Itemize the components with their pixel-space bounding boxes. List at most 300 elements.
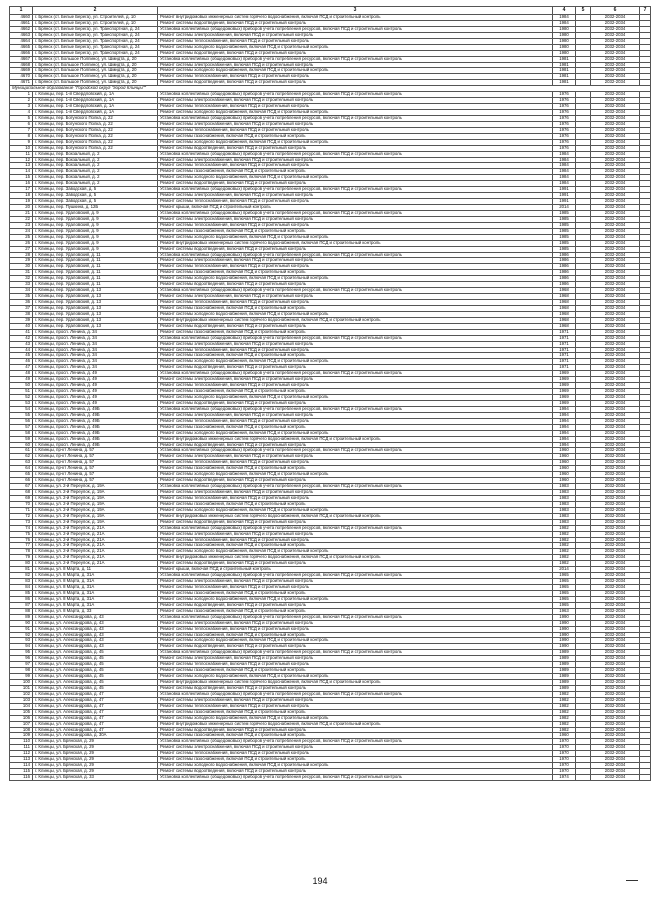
row-number: 3 [10, 104, 33, 110]
repair-period-cell: 2032-2034 [591, 175, 640, 181]
address-cell: г. Клинцы, ул. Александрова, д. 45 [33, 680, 158, 686]
repair-period-cell: 2032-2034 [591, 317, 640, 323]
row-number: 1 [10, 92, 33, 98]
year-built-cell: 1985 [553, 216, 576, 222]
work-type-cell: Ремонт системы холодного водоснабжения, включая ПСД и строительный контроль [158, 139, 553, 145]
address-cell: г. Брянск (ст. Белые Берега), ул. Транспортная, д. 24 [33, 26, 158, 32]
year-built-cell: 1968 [553, 317, 576, 323]
year-built-cell: 1969 [553, 400, 576, 406]
repair-period-cell: 2032-2034 [591, 632, 640, 638]
address-cell: г. Клинцы, пер. Богунского Полка, д. 22 [33, 133, 158, 139]
work-type-cell: Ремонт системы газоснабжения, включая ПСД и строительный контроль [158, 632, 553, 638]
address-cell: г. Клинцы, ул. 2-й Переулок, д. 21А [33, 543, 158, 549]
row-number: 22 [10, 216, 33, 222]
repair-period-cell: 2032-2034 [591, 662, 640, 668]
year-built-cell: 1971 [553, 359, 576, 365]
repair-period-cell: 2032-2034 [591, 555, 640, 561]
work-type-cell: Ремонт системы электроснабжения, включая ПСД и строительный контроль [158, 32, 553, 38]
address-cell: г. Клинцы, ул. Александрова, д. 47 [33, 709, 158, 715]
address-cell: г. Клинцы, пер. 1-й Свердловский, д. 1А [33, 92, 158, 98]
row-number: 102 [10, 691, 33, 697]
year-built-cell: 1981 [553, 56, 576, 62]
address-cell: г. Клинцы, ул. 2-й Переулок, д. 19А [33, 507, 158, 513]
address-cell: г. Клинцы, ул. 2-й Переулок, д. 21А [33, 531, 158, 537]
year-built-cell: 1994 [553, 412, 576, 418]
repair-period-cell: 2032-2034 [591, 288, 640, 294]
address-cell: г. Клинцы, пер. Вокзальный, д. 2 [33, 169, 158, 175]
row-number: 46 [10, 359, 33, 365]
address-cell: г. Клинцы, просп. Ленина, д. 34 [33, 347, 158, 353]
work-type-cell: Ремонт системы теплоснабжения, включая ПСД и строительный контроль [158, 662, 553, 668]
address-cell: г. Клинцы, ул. 8 Марта, д. 31А [33, 590, 158, 596]
address-cell: г. Клинцы, пер. Богунского Полка, д. 22 [33, 145, 158, 151]
work-type-cell: Ремонт внутридомовых инженерных систем горячего водоснабжения, включая ПСД и строительный контроль [158, 240, 553, 246]
year-built-cell: 1980 [553, 38, 576, 44]
address-cell: г. Клинцы, пер. Удаловский, д. 13 [33, 305, 158, 311]
address-cell: г. Клинцы, ул. 2-й Переулок, д. 19А [33, 501, 158, 507]
work-type-cell: Ремонт системы водоотведения, включая ПСД и строительный контроль [158, 685, 553, 691]
repair-period-cell: 2032-2034 [591, 674, 640, 680]
year-built-cell: 1983 [553, 501, 576, 507]
work-type-cell: Ремонт системы водоотведения, включая ПСД и строительный контроль [158, 644, 553, 650]
work-type-cell: Ремонт системы электроснабжения, включая ПСД и строительный контроль [158, 121, 553, 127]
work-type-cell: Ремонт системы холодного водоснабжения, включая ПСД и строительный контроль [158, 430, 553, 436]
repair-period-cell: 2032-2034 [591, 400, 640, 406]
repair-period-cell: 2032-2034 [591, 270, 640, 276]
repair-period-cell: 2032-2034 [591, 513, 640, 519]
row-number: 28 [10, 252, 33, 258]
work-type-cell: Ремонт системы холодного водоснабжения, включая ПСД и строительный контроль [158, 110, 553, 116]
work-type-cell: Ремонт системы холодного водоснабжения, включая ПСД и строительный контроль [158, 763, 553, 769]
address-cell: г. Клинцы, пер. 1-й Свердловский, д. 1А [33, 98, 158, 104]
address-cell: г. Клинцы, пр-кт Ленина, д. 57 [33, 460, 158, 466]
municipality-section-title: Муниципальное образование "Городской округ "город Клинцы"" [10, 86, 651, 92]
address-cell: г. Клинцы, ул. 8 Марта, д. 31А [33, 573, 158, 579]
address-cell: г. Клинцы, ул. 8 Марта, д. 33 [33, 608, 158, 614]
year-built-cell: 1968 [553, 311, 576, 317]
repair-period-cell: 2032-2034 [591, 418, 640, 424]
year-built-cell: 1985 [553, 240, 576, 246]
address-cell: г. Клинцы, пер. Удаловский, д. 13 [33, 288, 158, 294]
work-type-cell: Ремонт системы холодного водоснабжения, включая ПСД и строительный контроль [158, 638, 553, 644]
row-number: 10 [10, 145, 33, 151]
year-built-cell: 1989 [553, 662, 576, 668]
row-number: 58 [10, 430, 33, 436]
address-cell: г. Клинцы, просп. Ленина, д. 49 [33, 395, 158, 401]
row-number: 74 [10, 525, 33, 531]
year-built-cell: 1982 [553, 525, 576, 531]
repair-period-cell: 2032-2034 [591, 751, 640, 757]
address-cell: г. Клинцы, ул. Брянская, д. 29 [33, 757, 158, 763]
row-number: 50 [10, 383, 33, 389]
row-number: 9 [10, 139, 33, 145]
year-built-cell: 1982 [553, 561, 576, 567]
year-built-cell: 1989 [553, 656, 576, 662]
row-number: 63 [10, 460, 33, 466]
row-number: 4668 [10, 62, 33, 68]
address-cell: г. Клинцы, ул. Брянская, д. 29 [33, 769, 158, 775]
year-built-cell: 1981 [553, 74, 576, 80]
year-built-cell: 1976 [553, 92, 576, 98]
work-type-cell: Ремонт системы электроснабжения, включая ПСД и строительный контроль [158, 454, 553, 460]
address-cell: г. Клинцы, пер. Удаловский, д. 11 [33, 282, 158, 288]
row-number: 42 [10, 335, 33, 341]
row-number: 57 [10, 424, 33, 430]
repair-period-cell: 2032-2034 [591, 602, 640, 608]
repair-period-cell: 2032-2034 [591, 596, 640, 602]
work-type-cell: Ремонт системы теплоснабжения, включая ПСД и строительный контроль [158, 38, 553, 44]
row-number: 40 [10, 323, 33, 329]
year-built-cell: 1989 [553, 650, 576, 656]
work-type-cell: Ремонт системы электроснабжения, включая ПСД и строительный контроль [158, 697, 553, 703]
row-number: 43 [10, 341, 33, 347]
work-type-cell: Установка коллективных (общедомовых) приборов учета потребления ресурсов, включая ПСД и строительный контроль [158, 614, 553, 620]
repair-period-cell: 2032-2034 [591, 240, 640, 246]
address-cell: г. Клинцы, пер. Удаловский, д. 11 [33, 264, 158, 270]
row-number: 80 [10, 561, 33, 567]
year-built-cell: 1984 [553, 181, 576, 187]
address-cell: г. Клинцы, ул. Александрова, д. 45 [33, 668, 158, 674]
row-number: 86 [10, 596, 33, 602]
year-built-cell: 1968 [553, 305, 576, 311]
address-cell: г. Клинцы, пер. Богунского Полка, д. 22 [33, 115, 158, 121]
year-built-cell: 1990 [553, 638, 576, 644]
work-type-cell: Ремонт системы водоотведения, включая ПСД и строительный контроль [158, 181, 553, 187]
work-type-cell: Установка коллективных (общедомовых) приборов учета потребления ресурсов, включая ПСД и строительный контроль [158, 288, 553, 294]
work-type-cell: Ремонт системы газоснабжения, включая ПСД и строительный контроль [158, 757, 553, 763]
work-type-cell: Ремонт системы электроснабжения, включая ПСД и строительный контроль [158, 579, 553, 585]
repair-period-cell: 2032-2034 [591, 389, 640, 395]
work-type-cell: Ремонт системы водоотведения, включая ПСД и строительный контроль [158, 365, 553, 371]
row-number: 23 [10, 222, 33, 228]
address-cell: г. Клинцы, ул. 2-й Переулок, д. 21А [33, 537, 158, 543]
address-cell: г. Брянск (ст. Белые Берега), ул. Строителей, д. 10 [33, 20, 158, 26]
work-type-cell: Ремонт системы электроснабжения, включая ПСД и строительный контроль [158, 412, 553, 418]
work-type-cell: Ремонт системы холодного водоснабжения, включая ПСД и строительный контроль [158, 44, 553, 50]
row-number: 36 [10, 300, 33, 306]
address-cell: г. Клинцы, ул. 8 Марта, д. 31А [33, 602, 158, 608]
year-built-cell: 1968 [553, 294, 576, 300]
work-type-cell: Ремонт системы холодного водоснабжения, включая ПСД и строительный контроль [158, 175, 553, 181]
address-cell: г. Клинцы, пер. Вокзальный, д. 2 [33, 157, 158, 163]
address-cell: г. Брянск (ст. Белые Берега), ул. Транспортная, д. 24 [33, 38, 158, 44]
repair-period-cell: 2032-2034 [591, 157, 640, 163]
work-type-cell: Ремонт системы газоснабжения, включая ПСД и строительный контроль [158, 590, 553, 596]
address-cell: г. Клинцы, просп. Ленина, д. 49Б [33, 430, 158, 436]
row-number: 116 [10, 775, 33, 781]
address-cell: г. Клинцы, ул. Александрова, д. 47 [33, 727, 158, 733]
repair-period-cell: 2032-2034 [591, 359, 640, 365]
work-type-cell: Ремонт системы электроснабжения, включая ПСД и строительный контроль [158, 216, 553, 222]
repair-period-cell: 2032-2034 [591, 353, 640, 359]
repair-period-cell: 2032-2034 [591, 436, 640, 442]
work-type-cell: Ремонт системы электроснабжения, включая ПСД и строительный контроль [158, 62, 553, 68]
address-cell: г. Клинцы, пер. Удаловский, д. 9 [33, 228, 158, 234]
row-number: 75 [10, 531, 33, 537]
address-cell: г. Клинцы, просп. Ленина, д. 49Б [33, 436, 158, 442]
repair-period-cell: 2032-2034 [591, 115, 640, 121]
address-cell: г. Клинцы, просп. Ленина, д. 49 [33, 389, 158, 395]
work-type-cell: Ремонт системы электроснабжения, включая ПСД и строительный контроль [158, 294, 553, 300]
address-cell: г. Клинцы, ул. Брянская, д. 33 [33, 775, 158, 781]
year-built-cell: 1982 [553, 549, 576, 555]
repair-period-cell: 2032-2034 [591, 127, 640, 133]
address-cell: г. Клинцы, пер. Удаловский, д. 9 [33, 216, 158, 222]
address-cell: г. Брянск (ст. Белые Берега), ул. Транспортная, д. 24 [33, 44, 158, 50]
work-type-cell: Ремонт системы электроснабжения, включая ПСД и строительный контроль [158, 377, 553, 383]
row-number: 4664 [10, 38, 33, 44]
row-number: 4661 [10, 20, 33, 26]
year-built-cell: 1963 [553, 608, 576, 614]
row-number: 82 [10, 573, 33, 579]
year-built-cell: 1976 [553, 110, 576, 116]
row-number: 5 [10, 115, 33, 121]
repair-period-cell: 2032-2034 [591, 614, 640, 620]
row-number: 61 [10, 448, 33, 454]
repair-period-cell: 2032-2034 [591, 50, 640, 56]
year-built-cell: 2014 [553, 205, 576, 211]
address-cell: г. Клинцы, пер. Удаловский, д. 13 [33, 323, 158, 329]
repair-period-cell: 2032-2034 [591, 478, 640, 484]
repair-period-cell: 2032-2034 [591, 282, 640, 288]
row-number: 21 [10, 210, 33, 216]
address-cell: г. Брянск (ст. Большое Полпино), ул. Шмидта, д. 20 [33, 74, 158, 80]
address-cell: г. Клинцы, ул. 8 Марта, д. 31А [33, 585, 158, 591]
repair-period-cell: 2032-2034 [591, 193, 640, 199]
year-built-cell: 1960 [553, 733, 576, 739]
page-number: 194 [312, 876, 328, 886]
margin-rule [626, 880, 638, 881]
repair-period-cell: 2032-2034 [591, 163, 640, 169]
year-built-cell: 1970 [553, 763, 576, 769]
row-number: 41 [10, 329, 33, 335]
year-built-cell: 1960 [553, 460, 576, 466]
row-number: 108 [10, 727, 33, 733]
work-type-cell: Ремонт системы электроснабжения, включая ПСД и строительный контроль [158, 258, 553, 264]
repair-period-cell: 2032-2034 [591, 38, 640, 44]
repair-period-cell: 2032-2034 [591, 638, 640, 644]
repair-period-cell: 2032-2034 [591, 424, 640, 430]
address-cell: г. Клинцы, пер. Удаловский, д. 9 [33, 246, 158, 252]
address-cell: г. Клинцы, пер. Удаловский, д. 9 [33, 234, 158, 240]
column-header-7: 7 [640, 7, 651, 15]
repair-period-cell: 2032-2034 [591, 626, 640, 632]
repair-period-cell: 2032-2034 [591, 169, 640, 175]
document-page [9, 6, 647, 781]
address-cell: г. Клинцы, ул. Брянская, д. 29 [33, 739, 158, 745]
year-built-cell: 1994 [553, 418, 576, 424]
row-number: 85 [10, 590, 33, 596]
address-cell: г. Клинцы, ул. Александрова, д. 45 [33, 650, 158, 656]
work-type-cell: Установка коллективных (общедомовых) приборов учета потребления ресурсов, включая ПСД и строительный контроль [158, 525, 553, 531]
row-number: 30 [10, 264, 33, 270]
year-built-cell: 1982 [553, 715, 576, 721]
work-type-cell: Установка коллективных (общедомовых) приборов учета потребления ресурсов, включая ПСД и строительный контроль [158, 252, 553, 258]
address-cell: г. Клинцы, ул. Александрова, д. 45 [33, 656, 158, 662]
work-type-cell: Ремонт системы теплоснабжения, включая ПСД и строительный контроль [158, 163, 553, 169]
repair-period-cell: 2032-2034 [591, 644, 640, 650]
row-number: 96 [10, 656, 33, 662]
row-number: 47 [10, 365, 33, 371]
row-number: 52 [10, 395, 33, 401]
year-built-cell: 1970 [553, 751, 576, 757]
work-type-cell: Ремонт системы газоснабжения, включая ПСД и строительный контроль [158, 501, 553, 507]
column-header-1: 1 [10, 7, 33, 15]
work-type-cell: Ремонт системы водоотведения, включая ПСД и строительный контроль [158, 400, 553, 406]
row-number: 77 [10, 543, 33, 549]
work-type-cell: Ремонт системы газоснабжения, включая ПСД и строительный контроль [158, 733, 553, 739]
row-number: 13 [10, 163, 33, 169]
repair-period-cell: 2032-2034 [591, 406, 640, 412]
work-type-cell: Ремонт системы газоснабжения, включая ПСД и строительный контроль [158, 270, 553, 276]
row-number: 4669 [10, 68, 33, 74]
row-number: 79 [10, 555, 33, 561]
work-type-cell: Ремонт системы теплоснабжения, включая ПСД и строительный контроль [158, 418, 553, 424]
row-number: 99 [10, 674, 33, 680]
repair-period-cell: 2032-2034 [591, 341, 640, 347]
row-number: 4665 [10, 44, 33, 50]
year-built-cell: 1994 [553, 442, 576, 448]
address-cell: г. Клинцы, ул. Александрова, д. 45 [33, 674, 158, 680]
work-type-cell: Ремонт системы теплоснабжения, включая ПСД и строительный контроль [158, 751, 553, 757]
address-cell: г. Клинцы, ул. 2-й Переулок, д. 21А [33, 561, 158, 567]
repair-period-cell: 2032-2034 [591, 74, 640, 80]
year-built-cell: 1971 [553, 329, 576, 335]
repair-period-cell: 2032-2034 [591, 121, 640, 127]
repair-period-cell: 2032-2034 [591, 80, 640, 86]
address-cell: г. Брянск (ст. Большое Полпино), ул. Шмидта, д. 20 [33, 80, 158, 86]
work-type-cell: Ремонт системы холодного водоснабжения, включая ПСД и строительный контроль [158, 276, 553, 282]
work-type-cell: Ремонт системы водоотведения, включая ПСД и строительный контроль [158, 50, 553, 56]
year-built-cell: 1960 [553, 454, 576, 460]
year-built-cell: 1976 [553, 127, 576, 133]
work-type-cell: Ремонт системы теплоснабжения, включая ПСД и строительный контроль [158, 300, 553, 306]
repair-period-cell: 2032-2034 [591, 472, 640, 478]
row-number: 37 [10, 305, 33, 311]
year-built-cell: 1976 [553, 98, 576, 104]
repair-period-cell: 2032-2034 [591, 727, 640, 733]
year-built-cell: 1969 [553, 389, 576, 395]
empty-cell [576, 775, 591, 781]
work-type-cell: Ремонт системы электроснабжения, включая ПСД и строительный контроль [158, 620, 553, 626]
address-cell: г. Клинцы, пер. Удаловский, д. 9 [33, 240, 158, 246]
row-number: 59 [10, 436, 33, 442]
address-cell: г. Брянск (ст. Большое Полпино), ул. Шмидта, д. 20 [33, 68, 158, 74]
row-number: 97 [10, 662, 33, 668]
year-built-cell: 1990 [553, 644, 576, 650]
year-built-cell: 1986 [553, 264, 576, 270]
year-built-cell: 1969 [553, 377, 576, 383]
table-row [10, 775, 651, 781]
repair-period-cell: 2032-2034 [591, 745, 640, 751]
year-built-cell: 2014 [553, 567, 576, 573]
year-built-cell: 1976 [553, 104, 576, 110]
address-cell: г. Клинцы, просп. Ленина, д. 34 [33, 329, 158, 335]
year-built-cell: 1982 [553, 703, 576, 709]
row-number: 84 [10, 585, 33, 591]
repair-period-cell: 2032-2034 [591, 608, 640, 614]
row-number: 14 [10, 169, 33, 175]
repair-period-cell: 2032-2034 [591, 383, 640, 389]
year-built-cell: 1982 [553, 543, 576, 549]
year-built-cell: 1965 [553, 590, 576, 596]
address-cell: г. Клинцы, пер. Удаловский, д. 13 [33, 294, 158, 300]
year-built-cell: 1983 [553, 519, 576, 525]
repair-period-cell: 2032-2034 [591, 264, 640, 270]
address-cell: г. Клинцы, ул. 2-й Переулок, д. 19А [33, 490, 158, 496]
address-cell: г. Клинцы, пер. Богунского Полка, д. 22 [33, 121, 158, 127]
repair-period-cell: 2032-2034 [591, 199, 640, 205]
row-number: 17 [10, 187, 33, 193]
address-cell: г. Клинцы, ул. Александрова, д. 47 [33, 721, 158, 727]
row-number: 88 [10, 608, 33, 614]
year-built-cell: 1971 [553, 341, 576, 347]
repair-period-cell: 2032-2034 [591, 371, 640, 377]
work-type-cell: Установка коллективных (общедомовых) приборов учета потребления ресурсов, включая ПСД и строительный контроль [158, 115, 553, 121]
row-number: 73 [10, 519, 33, 525]
work-type-cell: Ремонт системы холодного водоснабжения, включая ПСД и строительный контроль [158, 234, 553, 240]
address-cell: г. Клинцы, просп. Ленина, д. 49Б [33, 406, 158, 412]
repair-period-cell: 2032-2034 [591, 448, 640, 454]
work-type-cell: Ремонт внутридомовых инженерных систем горячего водоснабжения, включая ПСД и строительный контроль [158, 436, 553, 442]
work-type-cell: Ремонт системы газоснабжения, включая ПСД и строительный контроль [158, 133, 553, 139]
repair-period-cell: 2032-2034 [591, 763, 640, 769]
year-built-cell: 1968 [553, 300, 576, 306]
work-type-cell: Установка коллективных (общедомовых) приборов учета потребления ресурсов, включая ПСД и строительный контроль [158, 573, 553, 579]
year-built-cell: 1994 [553, 424, 576, 430]
row-number: 83 [10, 579, 33, 585]
repair-period-cell: 2032-2034 [591, 234, 640, 240]
work-type-cell: Ремонт системы газоснабжения, включая ПСД и строительный контроль [158, 668, 553, 674]
row-number: 15 [10, 175, 33, 181]
address-cell: г. Клинцы, пр-кт Ленина, д. 57 [33, 472, 158, 478]
year-built-cell: 1986 [553, 258, 576, 264]
repair-period-cell: 2032-2034 [591, 691, 640, 697]
row-number: 4670 [10, 74, 33, 80]
work-type-cell: Ремонт системы водоотведения, включая ПСД и строительный контроль [158, 478, 553, 484]
work-type-cell: Ремонт системы газоснабжения, включая ПСД и строительный контроль [158, 543, 553, 549]
repair-period-cell: 2032-2034 [591, 110, 640, 116]
work-type-cell: Ремонт системы теплоснабжения, включая ПСД и строительный контроль [158, 383, 553, 389]
repair-period-cell: 2032-2034 [591, 62, 640, 68]
address-cell: г. Клинцы, пер. Заводская, д. 5 [33, 187, 158, 193]
year-built-cell: 1970 [553, 739, 576, 745]
work-type-cell: Установка коллективных (общедомовых) приборов учета потребления ресурсов, включая ПСД и строительный контроль [158, 775, 553, 781]
row-number: 51 [10, 389, 33, 395]
row-number: 8 [10, 133, 33, 139]
year-built-cell: 1989 [553, 680, 576, 686]
row-number: 103 [10, 697, 33, 703]
address-cell: г. Клинцы, просп. Ленина, д. 49Б [33, 418, 158, 424]
row-number: 4663 [10, 32, 33, 38]
address-cell: г. Клинцы, ул. Александрова, д. 43 [33, 620, 158, 626]
repair-period-cell: 2032-2034 [591, 222, 640, 228]
row-number: 115 [10, 769, 33, 775]
year-built-cell: 1969 [553, 395, 576, 401]
work-type-cell: Установка коллективных (общедомовых) приборов учета потребления ресурсов, включая ПСД и строительный контроль [158, 484, 553, 490]
year-built-cell: 1994 [553, 406, 576, 412]
address-cell: г. Клинцы, пер. Удаловский, д. 9 [33, 210, 158, 216]
repair-period-cell: 2032-2034 [591, 258, 640, 264]
work-type-cell: Ремонт системы водоотведения, включая ПСД и строительный контроль [158, 145, 553, 151]
row-number: 92 [10, 632, 33, 638]
year-built-cell: 1982 [553, 537, 576, 543]
repair-period-cell: 2032-2034 [591, 537, 640, 543]
repair-period-cell: 2032-2034 [591, 98, 640, 104]
work-type-cell: Ремонт системы газоснабжения, включая ПСД и строительный контроль [158, 169, 553, 175]
row-number: 90 [10, 620, 33, 626]
repair-period-cell: 2032-2034 [591, 549, 640, 555]
